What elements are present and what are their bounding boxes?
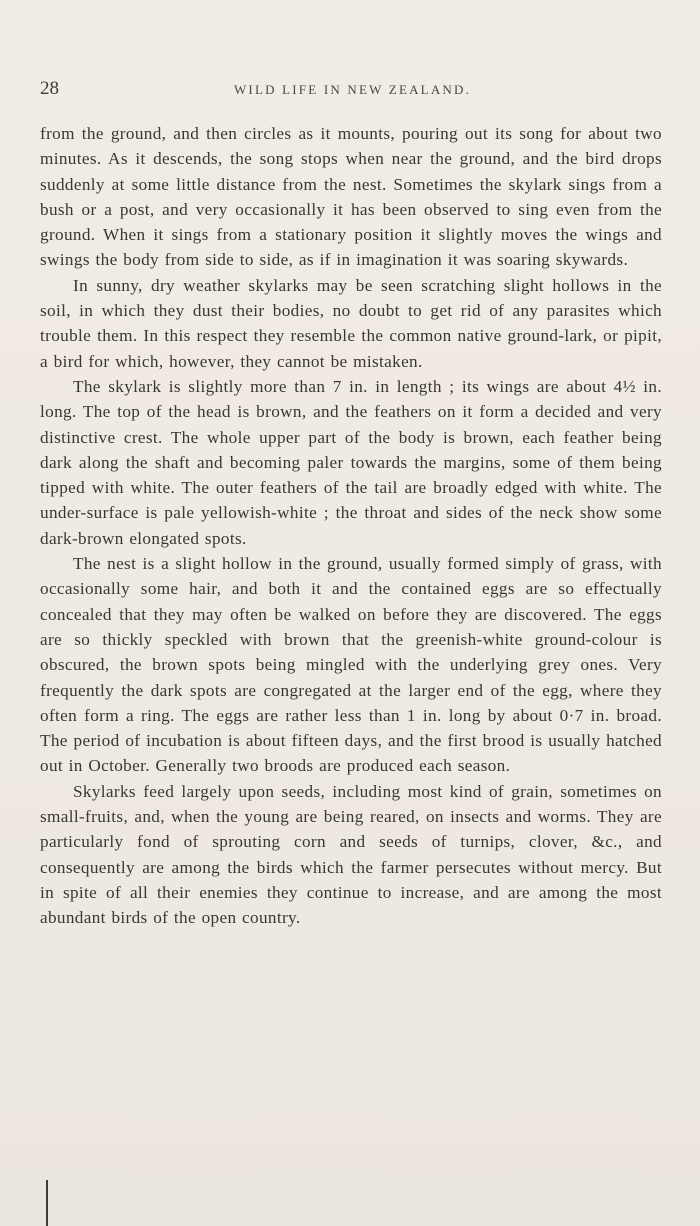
paragraph: The skylark is slightly more than 7 in. in length ; its wings are about 4½ in. long. The top of the head is brown, and the feathers on it form a decided and very distinctive crest. The whole upper part of the body is brown, each feather being dark along the shaft and becoming paler towards the margins, some of them being tipped with white. The outer feathers of the tail are broadly edged with white. The under-surface is pale yellowish-white ; the throat and sides of the neck show some dark-brown elongated spots. [40,376,662,548]
page-number: 28 [40,78,59,99]
running-title: WILD LIFE IN NEW ZEALAND. [233,82,472,97]
binding-edge-line [46,1180,48,1226]
paragraph: The nest is a slight hollow in the ground, usually formed simply of grass, with occasionally some hair, and both it and the contained eggs are so effectually concealed that they may often be walked on before they are discovered. The eggs are so thickly speckled with brown that the greenish-white ground-colour is obscured, the brown spots being mingled with the underlying grey ones. Very frequently the dark spots are congregated at the larger end of the egg, where they often form a ring. The eggs are rather less than 1 in. long by about 0·7 in. broad. The period of incubation is about fifteen days, and the first brood is usually hatched out in October. Generally two broods are produced each season. [40,554,662,776]
page-header [40,78,665,104]
paragraph-continued: from the ground, and then circles as it mounts, pouring out its song for about two minutes. As it descends, the song stops when near the ground, and the bird drops suddenly at some little distance from the nest. Sometimes the skylark sings from a bush or a post, and very occasionally it has been observed to sing even from the ground. When it sings from a stationary position it slightly moves the wings and swings the body from side to side, as if in imagination it was soaring skywards. [40,124,662,270]
paragraph: In sunny, dry weather skylarks may be seen scratching slight hollows in the soil, in which they dust their bodies, no doubt to get rid of any parasites which trouble them. In this respect they resemble the common native ground-lark, or pipit, a bird for which, however, they cannot be mistaken. [40,275,662,371]
body-text [40,121,662,931]
paragraph: Skylarks feed largely upon seeds, including most kind of grain, sometimes on small-fruits, and, when the young are being reared, on insects and worms. They are particularly fond of sprouting corn and seeds of turnips, clover, &c., and consequently are among the birds which the farmer persecutes without mercy. But in spite of all their enemies they continue to increase, and are among the most abundant birds of the open country. [40,781,662,928]
